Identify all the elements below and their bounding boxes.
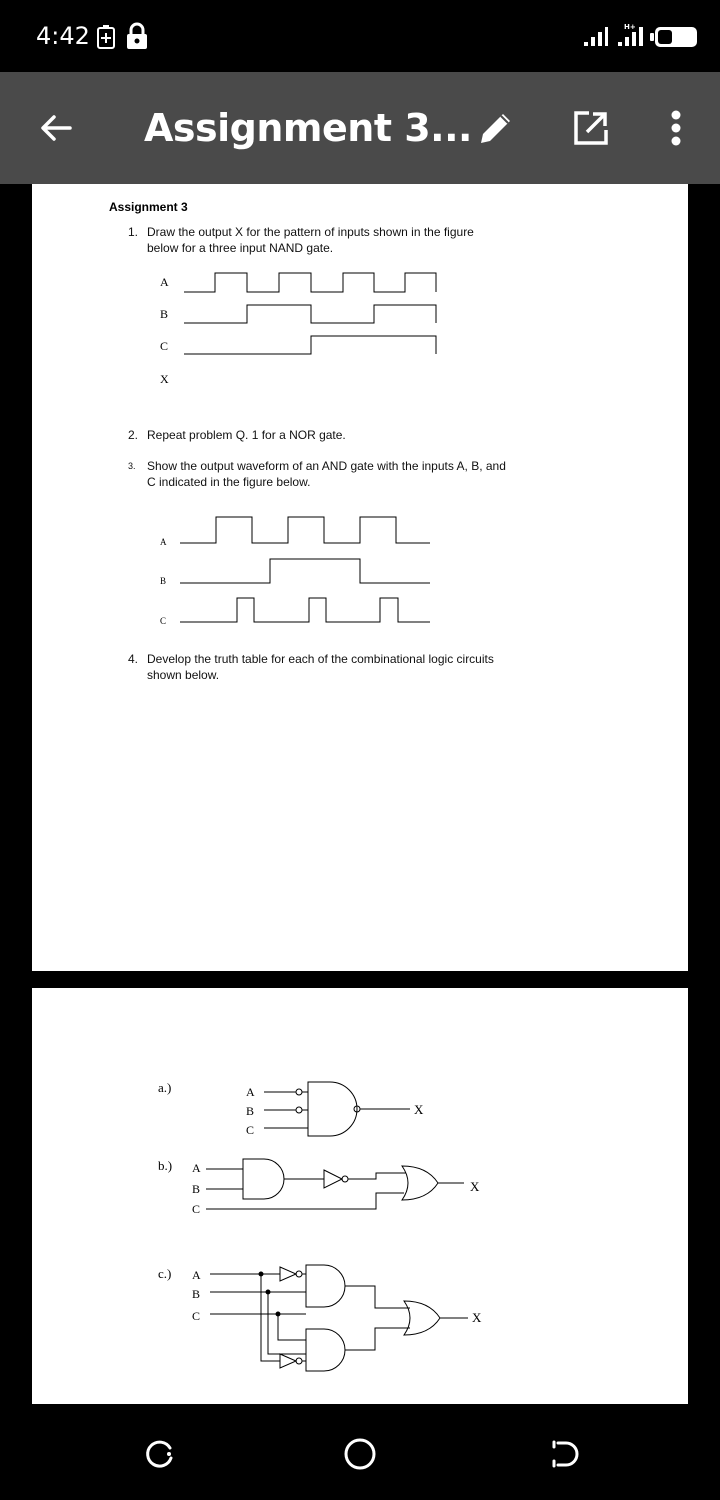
question-text: Repeat problem Q. 1 for a NOR gate. xyxy=(147,428,346,442)
fig2-waveforms xyxy=(32,184,688,644)
signal-icon xyxy=(584,27,608,47)
question-number: 1. xyxy=(128,225,139,239)
recents-button[interactable] xyxy=(138,1432,182,1476)
circuit-c-input-a: A xyxy=(192,1268,201,1282)
and-gate xyxy=(306,1265,345,1307)
circuit-c-output-x: X xyxy=(472,1310,482,1325)
circuit-c-input-b: B xyxy=(192,1287,201,1301)
not-gate xyxy=(280,1354,296,1368)
status-time: 4:42 xyxy=(36,22,90,50)
back-nav-button[interactable] xyxy=(542,1432,586,1476)
home-button[interactable] xyxy=(338,1432,382,1476)
signal-hd-icon xyxy=(616,22,644,47)
circuit-a-label: a.) xyxy=(158,1080,172,1095)
circuit-a-input-c: C xyxy=(246,1123,255,1137)
open-external-icon xyxy=(573,110,609,146)
app-bar xyxy=(0,72,720,184)
circuit-c-diagram xyxy=(32,988,688,1388)
circuit-b-output-x: X xyxy=(470,1179,480,1194)
edit-button[interactable] xyxy=(468,100,524,156)
back-icon xyxy=(549,1439,579,1469)
fig1-label-a: A xyxy=(160,275,169,289)
fig2-label-b: B xyxy=(160,576,167,586)
circuit-b-label: b.) xyxy=(158,1158,173,1173)
home-icon xyxy=(343,1437,377,1471)
battery-icon xyxy=(650,26,698,48)
circuit-a-output-x: X xyxy=(414,1102,424,1117)
circuit-b-input-b: B xyxy=(192,1182,201,1196)
circuit-b-input-c: C xyxy=(192,1202,201,1216)
lock-icon xyxy=(126,23,148,49)
circuit-c-label: c.) xyxy=(158,1266,172,1281)
recents-icon xyxy=(145,1439,175,1469)
question-text: Draw the output X for the pattern of inputs shown in the figure below for a three input NAND gate. xyxy=(147,225,474,255)
question-number: 3. xyxy=(128,461,136,471)
document-heading: Assignment 3 xyxy=(109,200,188,214)
fig2-label-c: C xyxy=(160,616,167,626)
circuit-c-input-c: C xyxy=(192,1309,201,1323)
fig1-label-x: X xyxy=(160,372,169,386)
and-gate xyxy=(306,1329,345,1371)
back-arrow-icon xyxy=(38,110,74,146)
svg-text:H+: H+ xyxy=(624,23,636,31)
circuit-b-input-a: A xyxy=(192,1161,201,1175)
more-options-button[interactable] xyxy=(648,100,704,156)
pencil-icon xyxy=(477,109,515,147)
question-number: 4. xyxy=(128,652,139,666)
question-text: Show the output waveform of an AND gate with the inputs A, B, and C indicated in the figure below. xyxy=(147,459,506,489)
waveform-c xyxy=(180,598,430,622)
fig1-label-b: B xyxy=(160,307,169,321)
not-gate xyxy=(280,1267,296,1281)
question-number: 2. xyxy=(128,428,139,442)
back-button[interactable] xyxy=(28,100,84,156)
navigation-bar xyxy=(0,1404,720,1500)
waveform-b xyxy=(180,559,430,583)
document-page-2[interactable] xyxy=(32,988,688,1404)
open-external-button[interactable] xyxy=(563,100,619,156)
battery-saver-icon xyxy=(97,25,115,49)
fig2-label-a: A xyxy=(160,537,167,547)
document-page-1[interactable] xyxy=(32,184,688,971)
fig1-label-c: C xyxy=(160,339,169,353)
circuit-a-input-b: B xyxy=(246,1104,255,1118)
more-vert-icon xyxy=(670,110,682,146)
status-bar xyxy=(0,0,720,72)
app-title: Assignment 3... xyxy=(144,106,472,150)
or-gate xyxy=(404,1301,440,1335)
question-text: Develop the truth table for each of the combinational logic circuits shown below. xyxy=(147,652,494,682)
waveform-a xyxy=(180,517,430,543)
circuit-a-input-a: A xyxy=(246,1085,255,1099)
